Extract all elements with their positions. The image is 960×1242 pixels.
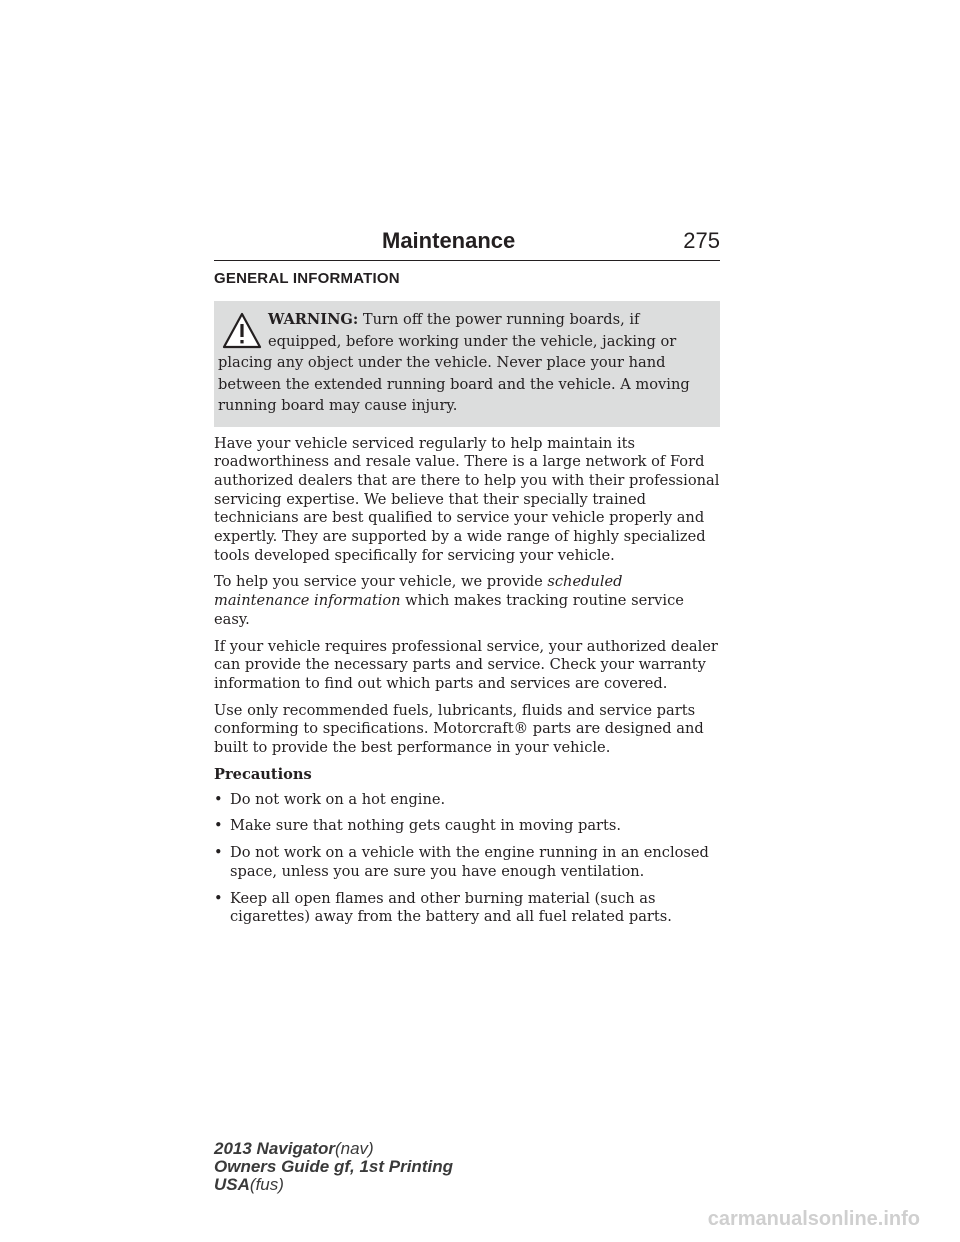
bullet-icon: • (214, 889, 223, 907)
list-item-text: Keep all open flames and other burning material (such as cigarettes) away from the battery and all fuel related parts. (230, 889, 672, 926)
list-item (214, 890, 720, 927)
print-footer (214, 1140, 453, 1194)
footer-market-code: (fus) (249, 1175, 284, 1194)
paragraph-professional-service: If your vehicle requires professional service, your authorized dealer can provide the necessary parts and service. Check your warranty information to find out which parts and services are covered. (214, 637, 718, 692)
bullet-icon: • (214, 844, 223, 862)
list-item (214, 791, 720, 810)
warning-label: WARNING: (268, 311, 359, 328)
bullet-icon: • (214, 790, 223, 808)
footer-line-model (214, 1140, 453, 1158)
footer-model: 2013 Navigator (214, 1139, 335, 1158)
list-item-text: Do not work on a hot engine. (230, 790, 446, 808)
list-item-text: Do not work on a vehicle with the engine running in an enclosed space, unless you are sure you have enough ventilation. (230, 844, 709, 880)
footer-model-code: (nav) (334, 1139, 374, 1158)
site-watermark: carmanualsonline.info (707, 1208, 920, 1230)
page-header (214, 228, 720, 262)
scheduled-maintenance-reference: scheduled maintenance information (214, 573, 623, 610)
chapter-title: Maintenance (382, 228, 516, 253)
footer-market: USA (214, 1175, 250, 1194)
paragraph-recommended-parts: Use only recommended fuels, lubricants, fluids and service parts conforming to specifications. Motorcraft® parts are designed and built to provide the best performance in your vehicle. (214, 701, 704, 757)
warning-triangle-icon (222, 311, 262, 351)
precautions-heading: Precautions (214, 765, 312, 783)
p2-text-before: To help you service your vehicle, we provide (214, 573, 548, 591)
list-item-text: Make sure that nothing gets caught in moving parts. (230, 817, 621, 835)
list-item (214, 844, 720, 881)
page-content (214, 268, 720, 935)
list-item (214, 817, 720, 836)
footer-line-market (214, 1176, 453, 1194)
warning-box (214, 301, 720, 427)
precautions-list (214, 791, 720, 927)
section-heading: GENERAL INFORMATION (214, 270, 400, 287)
p2-text-after: which makes tracking routine service easy. (214, 592, 684, 628)
warning-text: Turn off the power running boards, if equipped, before working under the vehicle, jacking or placing any object under the vehicle. Never place your hand between the extended running board and the vehicle. A moving running board may cause injury. (218, 311, 690, 414)
page-number: 275 (683, 228, 720, 253)
header-divider (214, 260, 720, 261)
paragraph-servicing: Have your vehicle serviced regularly to help maintain its roadworthiness and resale value. There is a large network of Ford authorized dealers that are there to help you with their professional servicing expertise. We believe that their specially trained technicians are best qualified to service your vehicle properly and expertly. They are supported by a wide range of highly specialized tools developed specifically for servicing your vehicle. (214, 434, 720, 564)
paragraph-scheduled-maintenance (214, 573, 720, 629)
footer-line-guide: Owners Guide gf, 1st Printing (214, 1157, 453, 1176)
bullet-icon: • (214, 817, 223, 835)
